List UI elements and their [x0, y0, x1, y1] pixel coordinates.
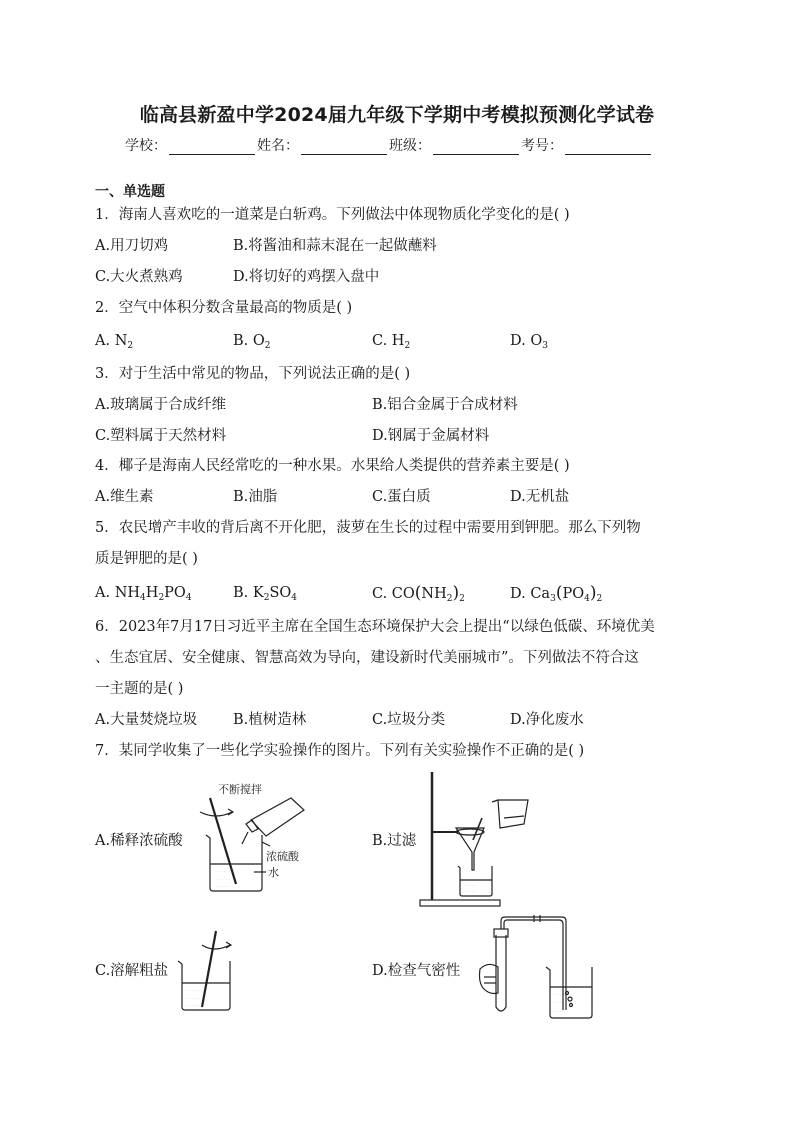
q4-option-b[interactable]: B.油脂	[233, 489, 278, 505]
q5-c-prefix: C.	[372, 586, 388, 602]
q3-option-d[interactable]: D.钢属于金属材料	[372, 428, 490, 444]
figure-b-filtration	[418, 770, 538, 910]
q3-option-a[interactable]: A.玻璃属于合成纤维	[95, 397, 227, 413]
question-1-stem: 1．海南人喜欢吃的一道菜是白斩鸡。下列做法中体现物质化学变化的是( )	[95, 207, 570, 223]
q1-option-d[interactable]: D.将切好的鸡摆入盘中	[233, 269, 380, 285]
label-stir: 不断搅拌	[218, 783, 262, 796]
beaker-a	[206, 835, 262, 891]
q2-option-c[interactable]	[372, 331, 410, 356]
question-2-stem: 2．空气中体积分数含量最高的物质是( )	[95, 300, 353, 316]
q2-option-d[interactable]	[510, 331, 548, 356]
number-field[interactable]	[565, 138, 651, 155]
label-water: 水	[268, 866, 279, 879]
svg-text:· · · · · ·: · · · · · ·	[554, 992, 565, 996]
figure-c-dissolve	[176, 925, 246, 1020]
q6-option-c[interactable]: C.垃圾分类	[372, 712, 446, 728]
q2-b-formula: O	[252, 333, 265, 349]
q2-a-formula: N	[114, 333, 128, 349]
q5-option-d[interactable]: D. $Ca_3(PO_4)_2$	[510, 583, 603, 604]
q6-option-d[interactable]: D.净化废水	[510, 712, 584, 728]
question-7-stem: 7．某同学收集了一些化学实验操作的图片。下列有关实验操作不正确的是( )	[95, 743, 585, 759]
q1-option-b[interactable]: B.将酱油和蒜末混在一起做蘸料	[233, 238, 437, 254]
svg-text:· · · · · · · ·: · · · · · · · ·	[216, 884, 231, 888]
name-label: 姓名：	[257, 138, 299, 154]
q2-b-subscript: 2	[264, 341, 271, 351]
question-4-stem: 4．椰子是海南人民经常吃的一种水果。水果给人类提供的营养素主要是( )	[95, 458, 570, 474]
svg-text:· · · · · · · ·: · · · · · · · ·	[216, 869, 231, 873]
svg-text:· · · · · ·: · · · · · ·	[464, 889, 475, 893]
question-6-stem-line-2: 、生态宜居、安全健康、智慧高效为导向，建设新时代美丽城市”。下列做法不符合这	[95, 650, 639, 666]
section-title: 一、单选题	[95, 184, 165, 200]
question-6-stem-line-1: 6．2023年7月17日习近平主席在全国生态环境保护大会上提出“以绿色低碳、环境优美	[95, 619, 655, 635]
q5-option-b[interactable]: B. $K_2SO_4$	[233, 585, 298, 603]
svg-text:· · · · · ·: · · · · · ·	[464, 883, 475, 887]
svg-text:· · · · · · · ·: · · · · · · · ·	[186, 1003, 201, 1007]
q7-option-c[interactable]: C.溶解粗盐	[95, 963, 169, 979]
class-label: 班级：	[389, 138, 431, 154]
q3-option-c[interactable]: C.塑料属于天然材料	[95, 428, 227, 444]
q7-option-d[interactable]: D.检查气密性	[372, 963, 461, 979]
q2-a-subscript: 2	[127, 341, 134, 351]
q2-c-subscript: 2	[404, 341, 411, 351]
school-label: 学校：	[125, 138, 167, 154]
q2-b-prefix: B.	[233, 333, 249, 349]
class-field[interactable]	[433, 138, 519, 155]
number-label: 考号：	[521, 138, 563, 154]
student-info-row	[125, 135, 653, 155]
q7-option-b[interactable]: B.过滤	[372, 833, 417, 849]
q2-a-prefix: A.	[95, 333, 111, 349]
figure-d-airtight	[470, 915, 600, 1025]
q2-option-a[interactable]	[95, 331, 133, 356]
q4-option-a[interactable]: A.维生素	[95, 489, 154, 505]
q7-option-a[interactable]: A.稀释浓硫酸	[95, 833, 183, 849]
q2-c-formula: H	[391, 333, 405, 349]
q2-option-b[interactable]	[233, 331, 271, 356]
q1-option-a[interactable]: A.用刀切鸡	[95, 238, 169, 254]
q4-option-c[interactable]: C.蛋白质	[372, 489, 431, 505]
q2-d-formula: O	[530, 333, 543, 349]
q5-b-prefix: B.	[233, 585, 249, 601]
q5-option-a[interactable]: A. $NH_4H_2PO_4$	[95, 585, 192, 603]
q2-d-subscript: 3	[542, 341, 548, 351]
q5-a-prefix: A.	[95, 585, 111, 601]
name-field[interactable]	[301, 138, 387, 155]
q5-d-prefix: D.	[510, 586, 526, 602]
svg-text:· · · · · ·: · · · · · ·	[554, 1009, 565, 1013]
q4-option-d[interactable]: D.无机盐	[510, 489, 570, 505]
question-5-stem-line-1: 5．农民增产丰收的背后离不开化肥，菠萝在生长的过程中需要用到钾肥。那么下列物	[95, 520, 641, 536]
q6-option-a[interactable]: A.大量焚烧垃圾	[95, 712, 198, 728]
q5-option-c[interactable]: C. $CO(NH_2)_2$	[372, 583, 465, 604]
svg-text:· · · · · · · ·: · · · · · · · ·	[216, 877, 231, 881]
q3-option-b[interactable]: B.铝合金属于合成材料	[372, 397, 518, 413]
q6-option-b[interactable]: B.植树造林	[233, 712, 307, 728]
q2-c-prefix: C.	[372, 333, 388, 349]
school-field[interactable]	[169, 138, 255, 155]
question-3-stem: 3．对于生活中常见的物品，下列说法正确的是( )	[95, 366, 411, 382]
exam-title: 临高县新盈中学2024届九年级下学期中考模拟预测化学试卷	[139, 104, 655, 126]
svg-text:· · · · · ·: · · · · · ·	[554, 1000, 565, 1004]
svg-text:· · · · · · · ·: · · · · · · · ·	[186, 996, 201, 1000]
question-6-stem-line-3: 一主题的是( )	[95, 681, 184, 697]
figure-a-dilute-acid	[196, 780, 326, 900]
svg-text:· · · · · · · ·: · · · · · · · ·	[186, 988, 201, 992]
label-conc-acid: 浓硫酸	[266, 850, 299, 863]
q2-d-prefix: D.	[510, 333, 526, 349]
q1-option-c[interactable]: C.大火煮熟鸡	[95, 269, 183, 285]
question-5-stem-line-2: 质是钾肥的是( )	[95, 551, 198, 567]
